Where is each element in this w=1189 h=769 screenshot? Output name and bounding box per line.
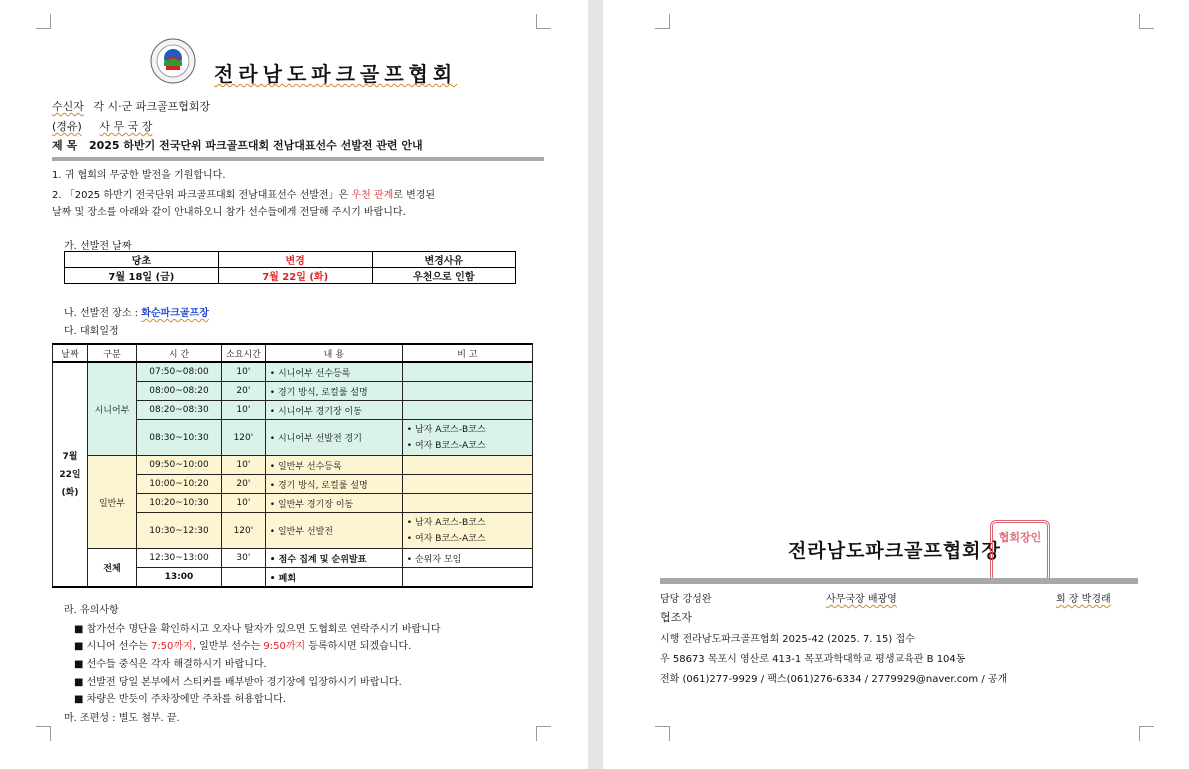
paragraph-2-tail: 로 변경된 bbox=[393, 190, 436, 201]
duration-cell: 10' bbox=[222, 362, 266, 382]
date-cell bbox=[53, 362, 88, 587]
content-cell: • 일반부 선발전 bbox=[265, 513, 402, 549]
time-cell: 10:20~10:30 bbox=[137, 494, 222, 513]
content-cell: • 폐회 bbox=[265, 568, 402, 588]
note-cell bbox=[402, 494, 532, 513]
notice-item: ■ 차량은 반듯이 주차장에만 주차를 허용합니다. bbox=[74, 694, 287, 705]
address-line: 우 58673 목포시 영산로 413-1 목포과학대학교 평생교육관 B 104동 bbox=[660, 654, 966, 665]
notice-item bbox=[74, 637, 411, 652]
time-cell: 08:20~08:30 bbox=[137, 401, 222, 420]
date-change-table bbox=[64, 251, 516, 284]
contact-line: 전화 (061)277-9929 / 팩스(061)276-6334 / 2779929@naver.com / 공개 bbox=[660, 674, 1008, 685]
crop-mark bbox=[536, 14, 551, 29]
note-cell bbox=[402, 456, 532, 475]
footer-divider bbox=[660, 578, 1138, 584]
duration-cell: 10' bbox=[222, 456, 266, 475]
note-cell bbox=[402, 475, 532, 494]
notice-highlight: 9:50까지 bbox=[263, 641, 306, 652]
content-cell: • 일반부 경기장 이동 bbox=[265, 494, 402, 513]
official-seal-icon bbox=[990, 520, 1050, 582]
division-senior: 시니어부 bbox=[88, 362, 137, 456]
page-gutter bbox=[588, 0, 603, 769]
document-page-1 bbox=[0, 0, 588, 769]
table-header: 변경 bbox=[218, 252, 372, 268]
content-cell: • 점수 집계 및 순위발표 bbox=[265, 549, 402, 568]
table-header: 구분 bbox=[88, 344, 137, 362]
note-line: • 남자 A코스-B코스 bbox=[406, 424, 486, 435]
note-cell bbox=[402, 568, 532, 588]
crop-mark bbox=[36, 14, 51, 29]
section-ma: 마. 조편성 : 별도 첨부. 끝. bbox=[64, 713, 180, 724]
subject-line bbox=[52, 137, 423, 153]
org-title: 전라남도파크골프협회 bbox=[214, 62, 458, 86]
time-cell: 12:30~13:00 bbox=[137, 549, 222, 568]
via-label: (경유) bbox=[52, 120, 82, 133]
content-cell: • 시니어부 경기장 이동 bbox=[265, 401, 402, 420]
note-cell bbox=[402, 420, 532, 456]
table-header: 내 용 bbox=[265, 344, 402, 362]
duration-cell: 120' bbox=[222, 420, 266, 456]
note-line: • 남자 A코스-B코스 bbox=[406, 517, 486, 528]
paragraph-2-line2: 날짜 및 장소를 아래와 같이 안내하오니 참가 선수들에게 전달해 주시기 바랍니다. bbox=[52, 207, 406, 218]
date-day: 22일 bbox=[59, 469, 81, 480]
duration-cell: 10' bbox=[222, 494, 266, 513]
section-ga-heading: 가. 선발전 날짜 bbox=[64, 241, 132, 252]
staff-president: 회 장 박경래 bbox=[1056, 594, 1111, 605]
recipient-line bbox=[52, 98, 210, 114]
recipient-label: 수신자 bbox=[52, 100, 84, 113]
recipient-value: 각 시·군 파크골프협회장 bbox=[93, 100, 211, 113]
notice-item: ■ 선발전 당일 본부에서 스티커를 배부받아 경기장에 입장하시기 바랍니다. bbox=[74, 677, 402, 688]
subject-value: 2025 하반기 전국단위 파크골프대회 전남대표선수 선발전 관련 안내 bbox=[88, 139, 423, 152]
notice-text: 등록하시면 되겠습니다. bbox=[305, 641, 412, 652]
crop-mark bbox=[655, 726, 670, 741]
table-cell: 우천으로 인함 bbox=[372, 268, 515, 284]
section-na-label: 나. 선발전 장소 : bbox=[64, 308, 142, 319]
seal-lettering: 협회장인 bbox=[998, 531, 1042, 544]
note-cell bbox=[402, 401, 532, 420]
paragraph-2-highlight: 우천 관계 bbox=[351, 190, 394, 201]
date-month: 7월 bbox=[62, 451, 78, 462]
crop-mark bbox=[1139, 14, 1154, 29]
duration-cell: 10' bbox=[222, 401, 266, 420]
duration-cell: 30' bbox=[222, 549, 266, 568]
crop-mark bbox=[655, 14, 670, 29]
content-cell: • 경기 방식, 로컬룰 설명 bbox=[265, 382, 402, 401]
venue-value: 화순파크골프장 bbox=[141, 308, 209, 319]
table-header: 소요시간 bbox=[222, 344, 266, 362]
date-weekday: (화) bbox=[61, 487, 79, 498]
via-value: 사 무 국 장 bbox=[99, 120, 153, 133]
notice-text: ■ 시니어 선수는 bbox=[74, 641, 151, 652]
section-da-heading: 다. 대회일정 bbox=[64, 326, 119, 337]
content-cell: • 시니어부 선발전 경기 bbox=[265, 420, 402, 456]
content-cell: • 일반부 선수등록 bbox=[265, 456, 402, 475]
note-cell bbox=[402, 362, 532, 382]
paragraph-2-text: 2. 「2025 하반기 전국단위 파크골프대회 전남대표선수 선발전」은 bbox=[52, 190, 352, 201]
schedule-table bbox=[52, 343, 533, 588]
time-cell: 08:30~10:30 bbox=[137, 420, 222, 456]
president-title: 전라남도파크골프협회장 bbox=[788, 540, 1001, 562]
table-header: 당초 bbox=[65, 252, 219, 268]
crop-mark bbox=[536, 726, 551, 741]
header-divider bbox=[52, 157, 544, 161]
notice-item: ■ 참가선수 명단을 확인하시고 오자나 탈자가 있으면 도협회로 연락주시기 바랍니다 bbox=[74, 624, 441, 635]
crop-mark bbox=[36, 726, 51, 741]
enforcement-line: 시행 전라남도파크골프협회 2025-42 (2025. 7. 15) 접수 bbox=[660, 634, 915, 645]
notice-text: , 일반부 선수는 bbox=[192, 641, 264, 652]
table-header: 변경사유 bbox=[372, 252, 515, 268]
duration-cell: 20' bbox=[222, 475, 266, 494]
content-cell: • 경기 방식, 로컬룰 설명 bbox=[265, 475, 402, 494]
note-cell bbox=[402, 382, 532, 401]
crop-mark bbox=[1139, 726, 1154, 741]
section-ra-heading: 라. 유의사항 bbox=[64, 605, 119, 616]
table-header: 시 간 bbox=[137, 344, 222, 362]
section-na bbox=[64, 304, 209, 319]
duration-cell: 20' bbox=[222, 382, 266, 401]
via-line bbox=[52, 118, 152, 134]
duration-cell: 120' bbox=[222, 513, 266, 549]
table-header: 비 고 bbox=[402, 344, 532, 362]
staff-director: 사무국장 배광영 bbox=[826, 594, 897, 605]
subject-label: 제 목 bbox=[52, 139, 78, 152]
time-cell: 08:00~08:20 bbox=[137, 382, 222, 401]
note-line: • 여자 B코스-A코스 bbox=[406, 533, 486, 544]
time-cell: 10:00~10:20 bbox=[137, 475, 222, 494]
association-emblem-icon bbox=[150, 38, 196, 84]
notice-highlight: 7:50까지 bbox=[150, 641, 193, 652]
time-cell: 10:30~12:30 bbox=[137, 513, 222, 549]
table-header: 날짜 bbox=[53, 344, 88, 362]
division-general: 일반부 bbox=[88, 456, 137, 549]
time-cell: 07:50~08:00 bbox=[137, 362, 222, 382]
table-cell: 7월 18일 (금) bbox=[65, 268, 219, 284]
cooperator-label: 협조자 bbox=[660, 611, 692, 624]
notice-item: ■ 선수들 중식은 각자 해결하시기 바랍니다. bbox=[74, 659, 267, 670]
paragraph-2 bbox=[52, 186, 435, 201]
content-cell: • 시니어부 선수등록 bbox=[265, 362, 402, 382]
division-all: 전체 bbox=[88, 549, 137, 588]
duration-cell bbox=[222, 568, 266, 588]
time-cell: 09:50~10:00 bbox=[137, 456, 222, 475]
note-cell bbox=[402, 513, 532, 549]
note-cell: • 순위자 모임 bbox=[402, 549, 532, 568]
time-cell: 13:00 bbox=[137, 568, 222, 588]
paragraph-1: 1. 귀 협회의 무궁한 발전을 기원합니다. bbox=[52, 170, 226, 181]
table-cell: 7월 22일 (화) bbox=[218, 268, 372, 284]
note-line: • 여자 B코스-A코스 bbox=[406, 440, 486, 451]
staff-charge: 담당 강성완 bbox=[660, 594, 712, 605]
